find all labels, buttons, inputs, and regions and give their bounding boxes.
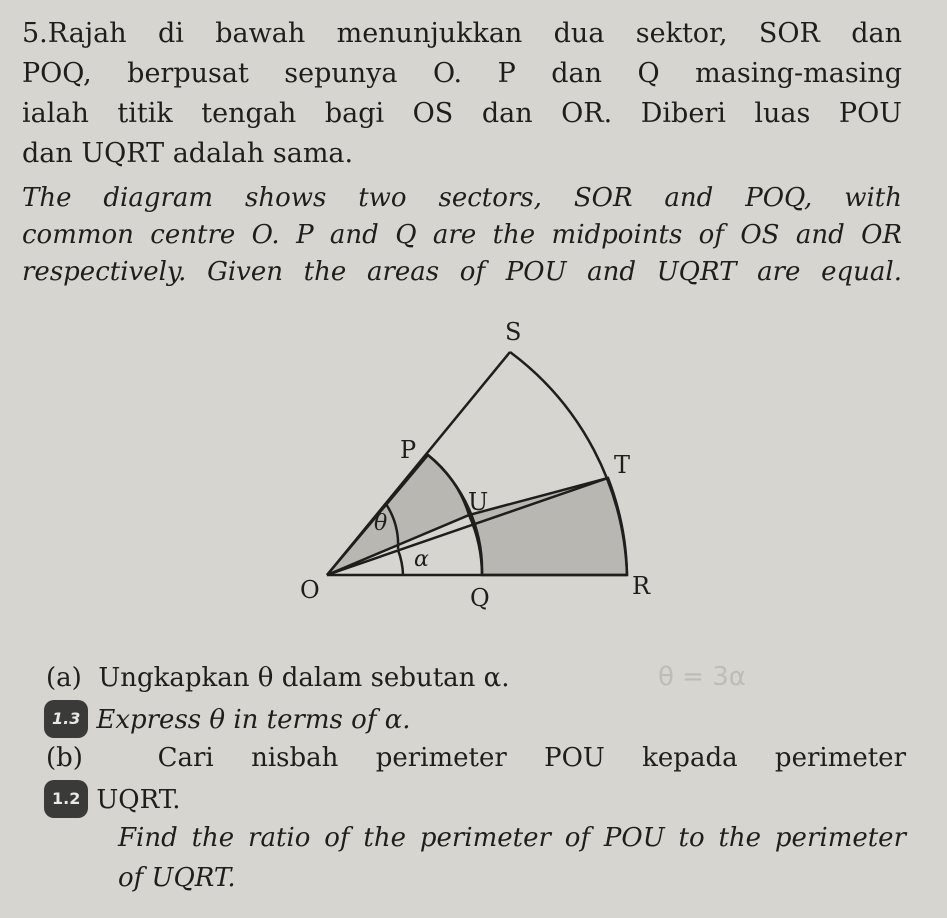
- marks-badge-a: 1.3: [44, 700, 88, 738]
- label-P: P: [400, 436, 417, 464]
- malay-line-4: dan UQRT adalah sama.: [22, 138, 354, 169]
- marks-badge-b: 1.2: [44, 780, 88, 818]
- question-english: [22, 180, 902, 291]
- malay-line-3: ialah titik tengah bagi OS dan OR. Diberi luas POU: [22, 98, 902, 129]
- part-a-english: 1.3 Express θ in terms of α.: [44, 700, 411, 738]
- handwritten-answer-a: θ = 3α: [658, 662, 746, 692]
- label-T: T: [614, 451, 631, 479]
- label-Q: Q: [470, 584, 490, 612]
- malay-line-1: 5.Rajah di bawah menunjukkan dua sektor, SOR dan: [22, 18, 902, 49]
- sector-diagram: [270, 300, 670, 620]
- malay-line-2: POQ, berpusat sepunya O. P dan Q masing-masing: [22, 58, 902, 89]
- english-line-2: common centre O. P and Q are the midpoints of OS and OR: [22, 220, 902, 250]
- label-O: O: [300, 576, 320, 604]
- label-U: U: [468, 488, 489, 516]
- english-line-3: respectively. Given the areas of POU and UQRT are equal.: [22, 257, 902, 287]
- angle-label-theta: θ: [374, 511, 388, 536]
- label-R: R: [632, 572, 651, 600]
- part-b-english-1: Find the ratio of the perimeter of POU to the perimeter: [118, 823, 906, 853]
- part-b-malay-1: (b) Cari nisbah perimeter POU kepada perimeter: [46, 743, 906, 773]
- part-b-english-2: of UQRT.: [118, 863, 236, 893]
- shaded-region-UQRT: [469, 478, 627, 575]
- part-a-malay: (a) Ungkapkan θ dalam sebutan α.: [46, 663, 510, 693]
- part-b-malay-2: 1.2 UQRT.: [44, 780, 180, 818]
- english-line-1: The diagram shows two sectors, SOR and POQ, with: [22, 183, 902, 213]
- question-malay: [22, 14, 902, 174]
- label-S: S: [505, 318, 522, 346]
- angle-label-alpha: α: [414, 547, 429, 572]
- angle-arc-alpha: [398, 550, 403, 575]
